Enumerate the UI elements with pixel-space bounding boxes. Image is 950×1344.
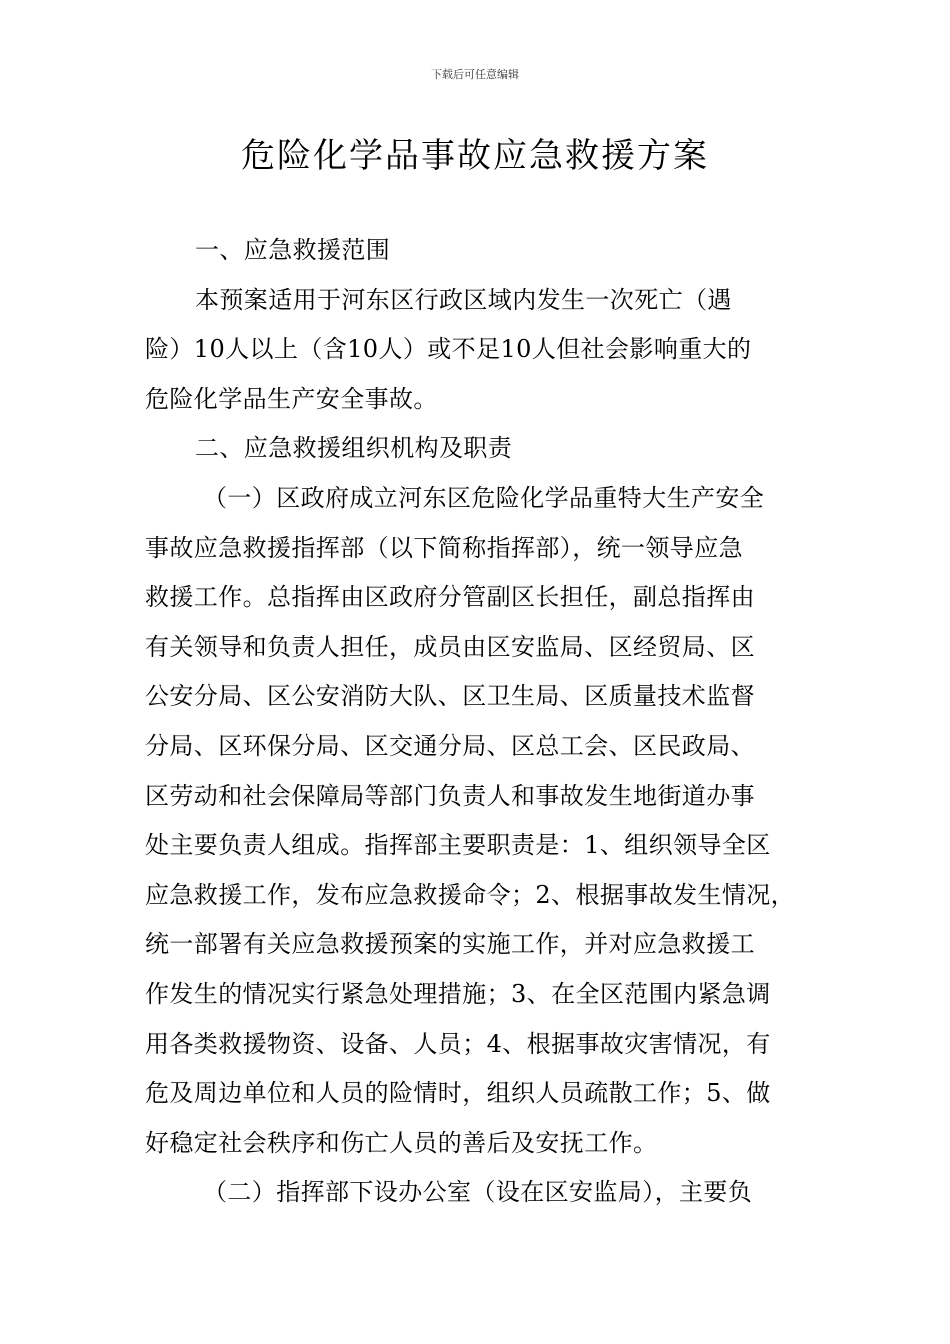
section2-heading: 二、应急救援组织机构及职责: [195, 434, 513, 463]
paragraph-line: 险）10人以上（含10人）或不足10人但社会影响重大的: [145, 335, 752, 364]
paragraph-line: 处主要负责人组成。指挥部主要职责是：1、组织领导全区: [145, 831, 771, 860]
document-title: 危险化学品事故应急救援方案: [241, 136, 709, 176]
section1-paragraph: [145, 276, 825, 425]
paragraph-line: 区劳动和社会保障局等部门负责人和事故发生地街道办事: [145, 781, 755, 810]
paragraph-line: 危险化学品生产安全事故。: [145, 384, 438, 413]
section2-paragraph-2: [145, 1168, 825, 1218]
paragraph-line: 有关领导和负责人担任，成员由区安监局、区经贸局、区: [145, 632, 755, 661]
paragraph-line: 事故应急救援指挥部（以下简称指挥部），统一领导应急: [145, 533, 743, 562]
paragraph-line: 公安分局、区公安消防大队、区卫生局、区质量技术监督: [145, 682, 755, 711]
paragraph-line: （一）区政府成立河东区危险化学品重特大生产安全: [203, 483, 765, 512]
paragraph-line: 应急救援工作，发布应急救援命令；2、根据事故发生情况，: [145, 880, 796, 909]
paragraph-line: 统一部署有关应急救援预案的实施工作，并对应急救援工: [145, 930, 755, 959]
document-body: [145, 226, 825, 1218]
header-note: 下载后可任意编辑: [431, 68, 519, 81]
section1-heading: 一、应急救援范围: [195, 236, 391, 264]
paragraph-line: 用各类救援物资、设备、人员；4、根据事故灾害情况，有: [145, 1029, 771, 1058]
section2-paragraph-1: [145, 474, 825, 1168]
paragraph-line: 救援工作。总指挥由区政府分管副区长担任，副总指挥由: [145, 583, 755, 612]
paragraph-line: （二）指挥部下设办公室（设在区安监局），主要负: [203, 1178, 753, 1207]
paragraph-line: 危及周边单位和人员的险情时，组织人员疏散工作；5、做: [145, 1079, 771, 1108]
paragraph-line: 本预案适用于河东区行政区域内发生一次死亡（遇: [195, 285, 732, 314]
paragraph-line: 作发生的情况实行紧急处理措施；3、在全区范围内紧急调: [145, 979, 771, 1008]
paragraph-line: 好稳定社会秩序和伤亡人员的善后及安抚工作。: [145, 1128, 658, 1157]
paragraph-line: 分局、区环保分局、区交通分局、区总工会、区民政局、: [145, 731, 755, 760]
